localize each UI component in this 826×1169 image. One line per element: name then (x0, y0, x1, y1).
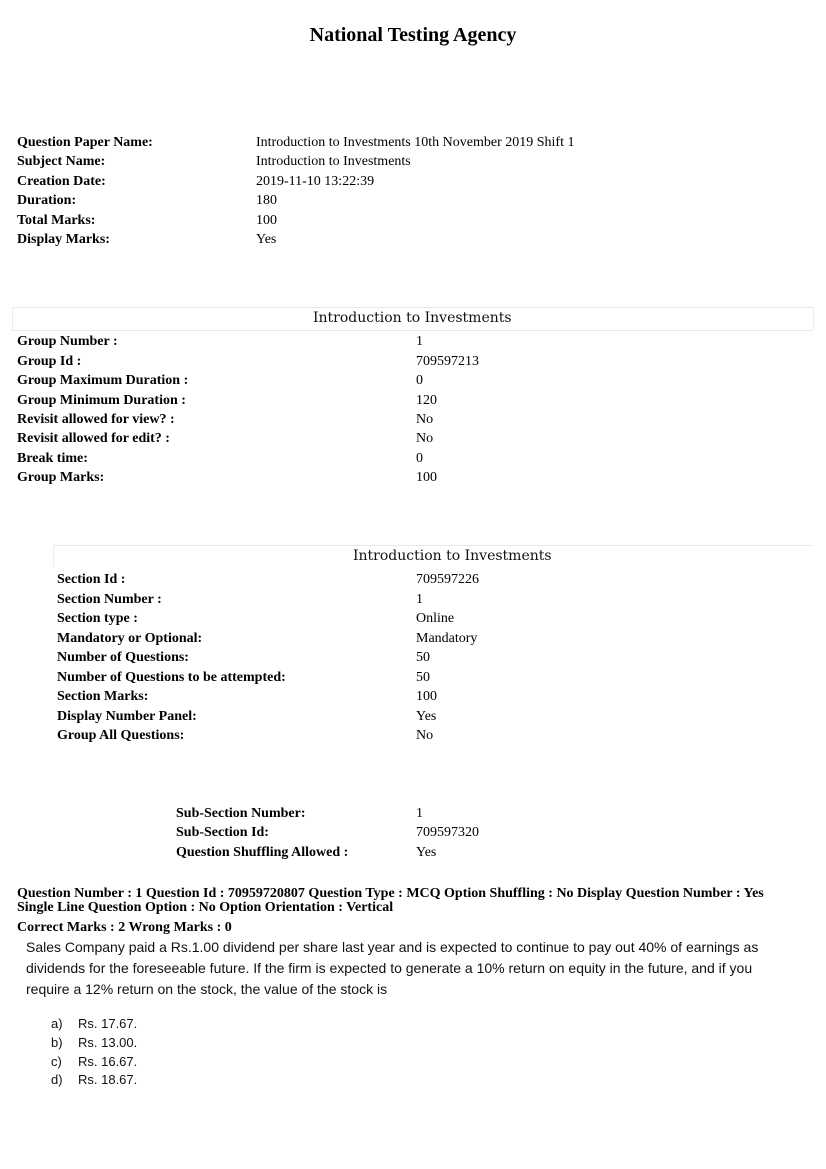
num-questions-label: Number of Questions: (57, 650, 189, 665)
section-marks-label: Section Marks: (57, 689, 149, 704)
paper-name-value: Introduction to Investments 10th November 2019 Shift 1 (256, 135, 575, 150)
creation-date-value: 2019-11-10 13:22:39 (256, 174, 375, 189)
revisit-edit-value: No (416, 431, 434, 446)
mandatory-value: Mandatory (416, 631, 478, 646)
subject-name-label: Subject Name: (17, 154, 106, 169)
section-banner-left-rule (53, 545, 54, 567)
duration-value: 180 (256, 193, 277, 208)
subsection-number-label: Sub-Section Number: (176, 806, 306, 821)
group-id-label: Group Id : (17, 354, 82, 369)
subsection-number-value: 1 (416, 806, 423, 821)
question-header-line-2: Single Line Question Option : No Option Orientation : Vertical (17, 900, 394, 915)
option-b (51, 1035, 137, 1050)
option-a-key: a) (51, 1016, 63, 1031)
display-marks-value: Yes (256, 232, 277, 247)
question-marks: Correct Marks : 2 Wrong Marks : 0 (17, 920, 232, 935)
group-all-label: Group All Questions: (57, 728, 185, 743)
option-b-key: b) (51, 1035, 63, 1050)
option-d (51, 1072, 137, 1087)
option-c-text: Rs. 16.67. (78, 1054, 138, 1069)
break-time-value: 0 (416, 451, 423, 466)
question-text: Sales Company paid a Rs.1.00 dividend per share last year and is expected to continue to pay out 40% of earnings as dividends for the foreseeable future. If the firm is expected to generate a 10% return on equity in the future, and if you require a 12% return on the stock, the value of the stock is (26, 939, 759, 997)
subsection-id-label: Sub-Section Id: (176, 825, 269, 840)
duration-label: Duration: (17, 193, 77, 208)
group-banner-bottom-rule (12, 330, 813, 331)
group-banner-title: Introduction to Investments (313, 310, 512, 326)
group-id-value: 709597213 (416, 354, 479, 369)
option-b-text: Rs. 13.00. (78, 1035, 138, 1050)
group-banner-right-rule (813, 307, 814, 330)
creation-date-label: Creation Date: (17, 174, 106, 189)
number-panel-label: Display Number Panel: (57, 709, 197, 724)
section-type-label: Section type : (57, 611, 138, 626)
section-banner-title: Introduction to Investments (353, 548, 552, 564)
group-all-value: No (416, 728, 434, 743)
section-marks-value: 100 (416, 689, 437, 704)
section-id-label: Section Id : (57, 572, 126, 587)
group-number-label: Group Number : (17, 334, 118, 349)
number-panel-value: Yes (416, 709, 437, 724)
break-time-label: Break time: (17, 451, 88, 466)
group-min-duration-value: 120 (416, 393, 437, 408)
mandatory-label: Mandatory or Optional: (57, 631, 203, 646)
total-marks-label: Total Marks: (17, 213, 96, 228)
group-banner-top-rule (12, 307, 813, 308)
section-id-value: 709597226 (416, 572, 479, 587)
paper-name-label: Question Paper Name: (17, 135, 153, 150)
display-marks-label: Display Marks: (17, 232, 110, 247)
option-d-key: d) (51, 1072, 63, 1087)
option-d-text: Rs. 18.67. (78, 1072, 138, 1087)
option-c-key: c) (51, 1054, 62, 1069)
subsection-id-value: 709597320 (416, 825, 479, 840)
group-marks-value: 100 (416, 470, 437, 485)
total-marks-value: 100 (256, 213, 277, 228)
subject-name-value: Introduction to Investments (256, 154, 411, 169)
group-max-duration-value: 0 (416, 373, 423, 388)
revisit-view-value: No (416, 412, 434, 427)
num-questions-value: 50 (416, 650, 430, 665)
revisit-view-label: Revisit allowed for view? : (17, 412, 175, 427)
group-marks-label: Group Marks: (17, 470, 105, 485)
group-min-duration-label: Group Minimum Duration : (17, 393, 186, 408)
option-a (51, 1016, 137, 1031)
group-banner-left-rule (12, 307, 13, 330)
option-a-text: Rs. 17.67. (78, 1016, 138, 1031)
num-attempt-label: Number of Questions to be attempted: (57, 670, 286, 685)
section-banner-top-rule (53, 545, 813, 546)
section-type-value: Online (416, 611, 455, 626)
option-c (51, 1054, 137, 1069)
section-number-label: Section Number : (57, 592, 162, 607)
num-attempt-value: 50 (416, 670, 430, 685)
section-number-value: 1 (416, 592, 423, 607)
revisit-edit-label: Revisit allowed for edit? : (17, 431, 170, 446)
shuffling-value: Yes (416, 845, 437, 860)
shuffling-label: Question Shuffling Allowed : (176, 845, 349, 860)
group-max-duration-label: Group Maximum Duration : (17, 373, 189, 388)
page-title: National Testing Agency (309, 24, 517, 46)
group-number-value: 1 (416, 334, 423, 349)
question-header-line-1: Question Number : 1 Question Id : 70959720807 Question Type : MCQ Option Shuffling : No Display Question Number : Yes (17, 886, 764, 901)
